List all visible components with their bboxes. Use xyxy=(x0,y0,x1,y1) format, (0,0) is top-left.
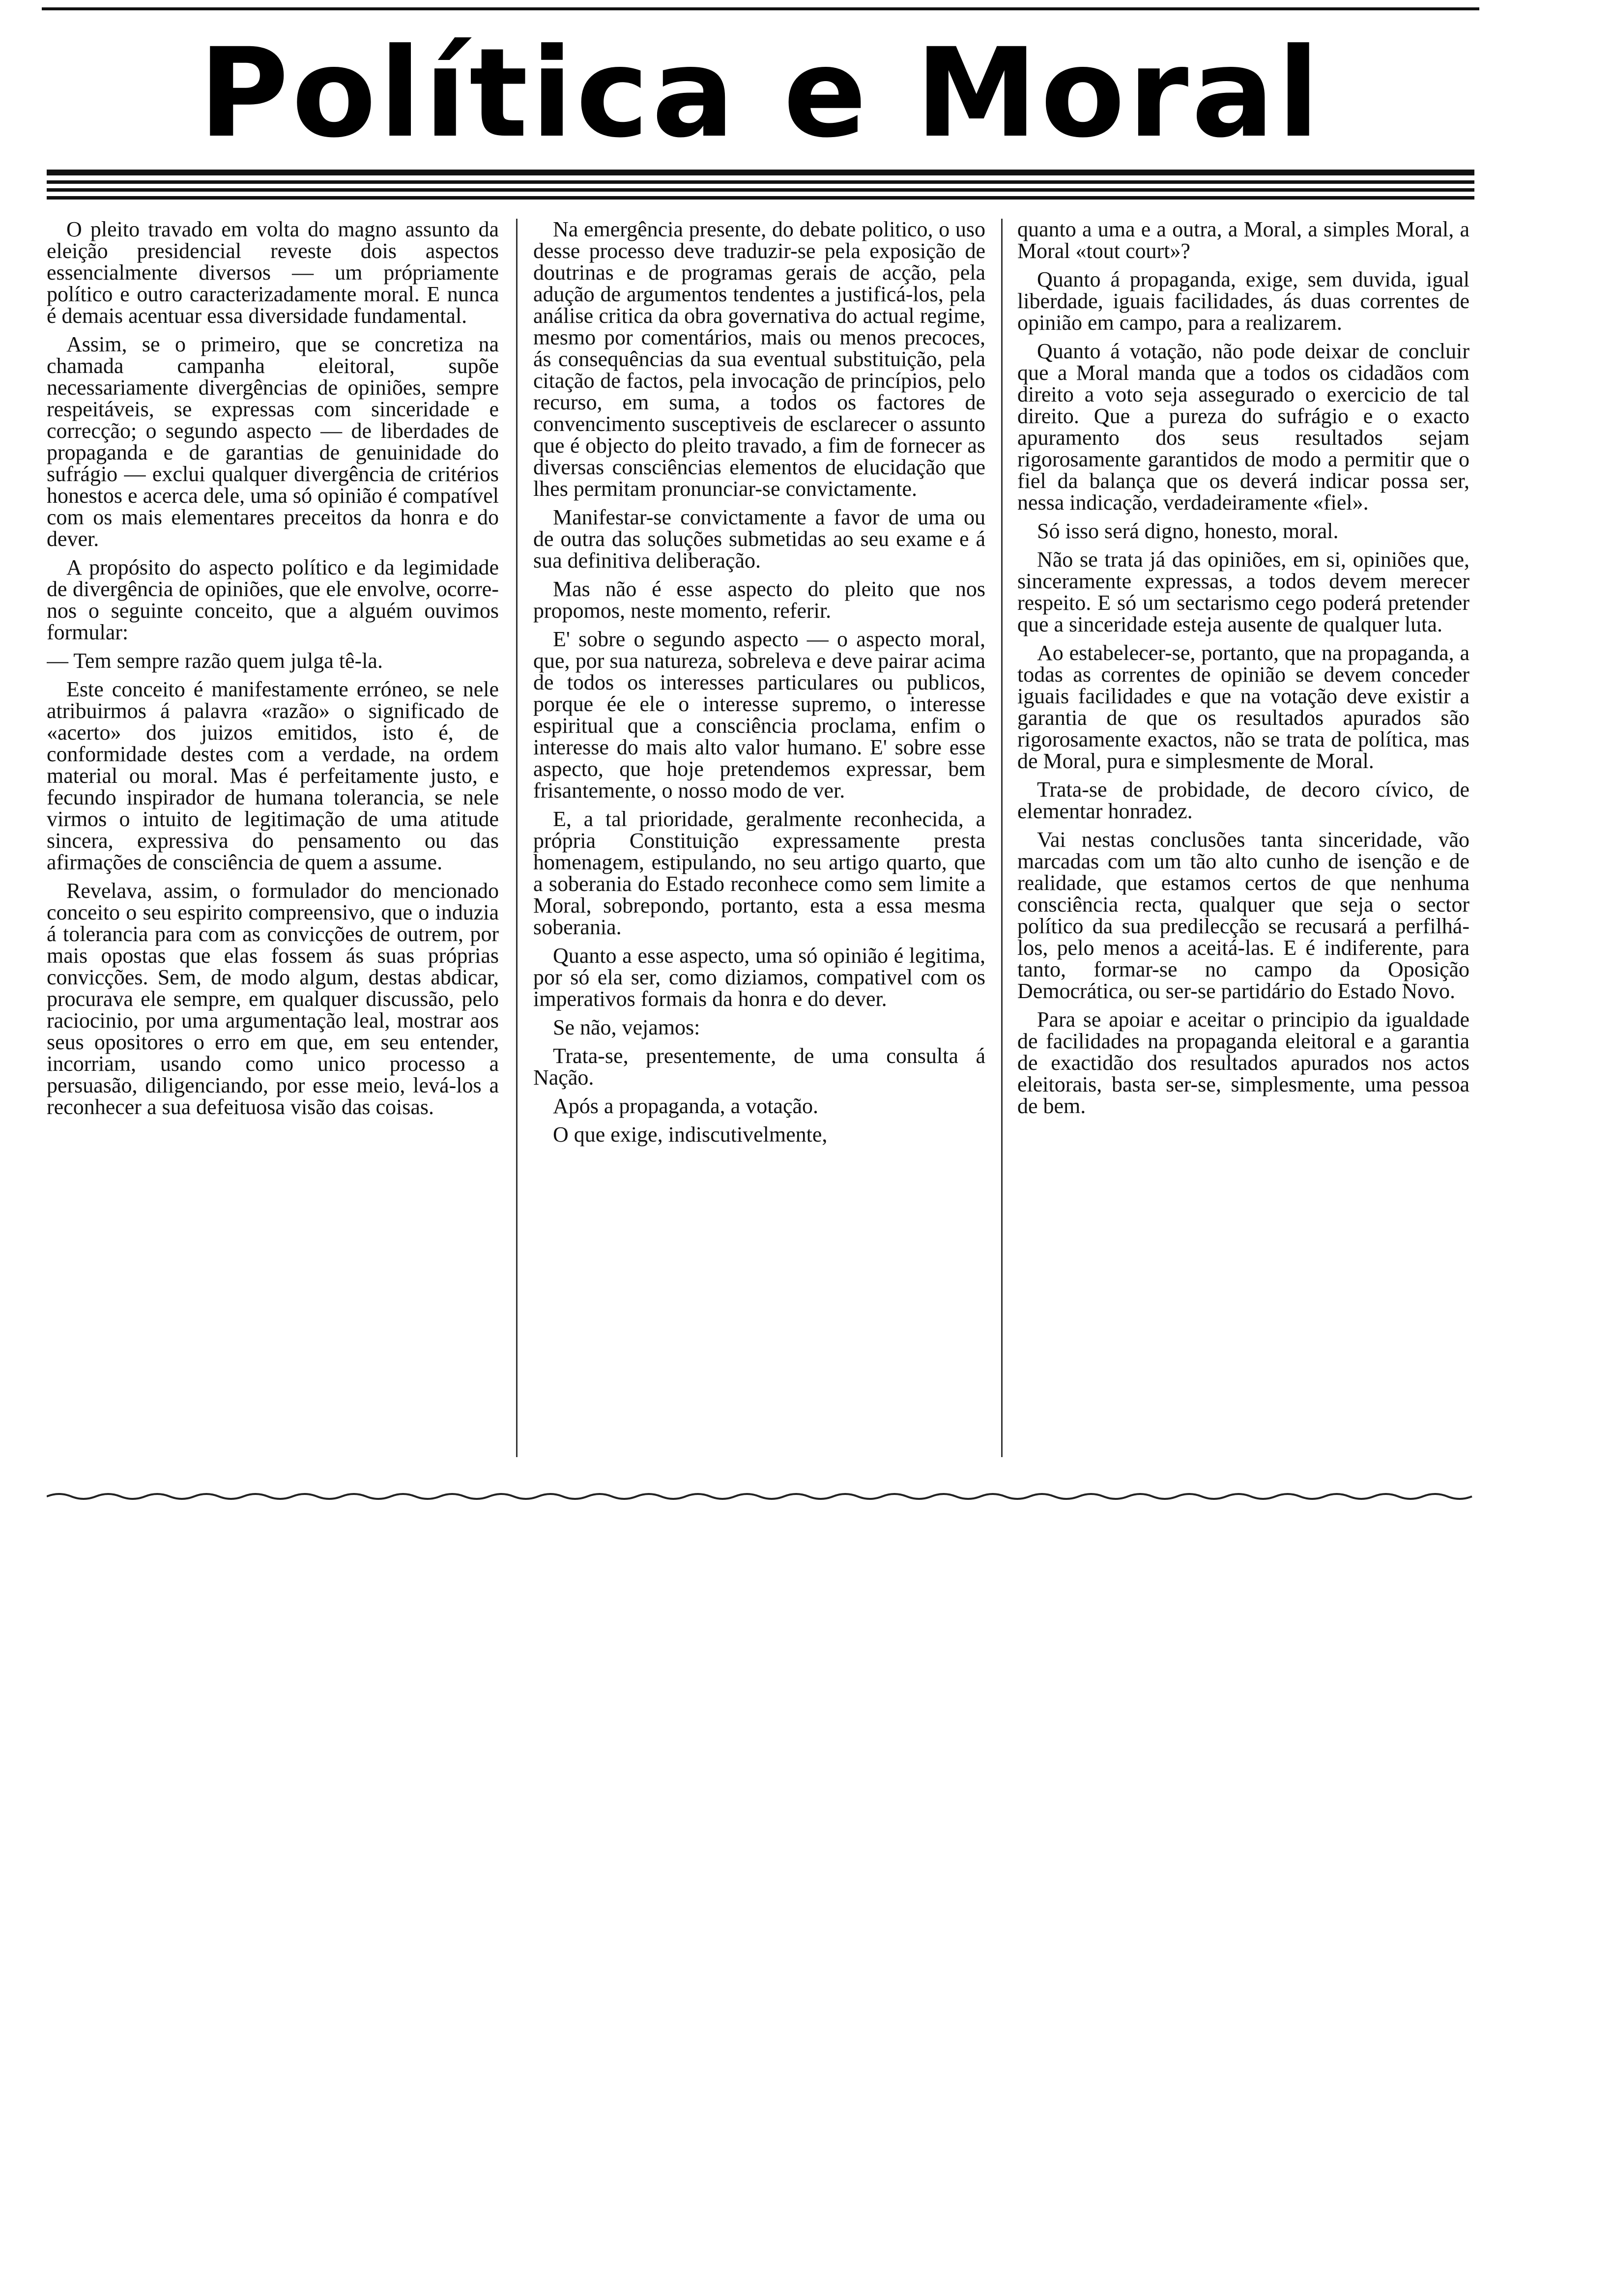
paragraph: Revelava, assim, o formulador do mencionado conceito o seu espirito compreensivo, que o induzia á tolerancia para com as convicções de outrem, por mais opostas que elas fossem ás suas próprias convicções. Sem, de modo algum, destas abdicar, procurava ele sempre, em qualquer discussão, pelo raciocinio, por uma argumentação leal, mostrar aos seus opositores o erro em que, em seu entender, incorriam, usando como unico processo a persuasão, diligenciando, por esse meio, levá-los a reconhecer a sua defeituosa visão das coisas. xyxy=(47,879,499,1119)
newspaper-clipping xyxy=(42,7,1479,1521)
paragraph: quanto a uma e a outra, a Moral, a simples Moral, a Moral «tout court»? xyxy=(1017,219,1469,263)
paragraph: Após a propaganda, a votação. xyxy=(553,1094,819,1118)
headline: Política e Moral xyxy=(199,22,1323,165)
paragraph: Ao estabelecer-se, portanto, que na propaganda, a todas as correntes de opinião se devem conceder iguais facilidades e que na votação deve existir a garantia de que os resultados apurados são rigorosamente exactos, não se trata de política, mas de Moral, pura e simplesmente de Moral. xyxy=(1017,641,1469,773)
column-divider xyxy=(1001,219,1003,1457)
headline-rule xyxy=(47,170,1474,175)
paragraph: O pleito travado em volta do magno assunto da eleição presidencial reveste dois aspectos essencialmente diversos — um própriamente político e outro caracterizadamente moral. E nunca é demais acentuar essa diversidade fundamental. xyxy=(47,219,499,328)
paragraph: A propósito do aspecto político e da legimidade de divergência de opiniões, que ele envolve, ocorre-nos o seguinte conceito, que a alguém ouvimos formular: xyxy=(47,555,499,644)
paragraph: Quanto a esse aspecto, uma só opinião é legitima, por só ela ser, como diziamos, compativel com os imperativos formais da honra e do dever. xyxy=(533,944,985,1011)
article-column-1 xyxy=(47,219,499,1477)
paragraph: Vai nestas conclusões tanta sinceridade, vão marcadas com um tão alto cunho de isenção e de realidade, que estamos certos de que nenhuma consciência recta, qualquer que seja o sector político da sua predilecção se recusará a perfilhá-los, pelo menos a aceitá-las. E é indiferente, para tanto, formar-se no campo da Oposição Democrática, ou ser-se partidário do Estado Novo. xyxy=(1017,828,1469,1003)
headline-rule xyxy=(47,188,1474,192)
paragraph: Trata-se de probidade, de decoro cívico, de elementar honradez. xyxy=(1017,777,1469,823)
headline-rule xyxy=(47,196,1474,200)
paragraph: — Tem sempre razão quem julga tê-la. xyxy=(47,649,383,673)
headline-rule xyxy=(47,180,1474,184)
paragraph: Quanto á votação, não pode deixar de concluir que a Moral manda que a todos os cidadãos com direito a voto seja assegurado o exercicio de tal direito. Que a pureza do sufrágio e o exacto apuramento dos seus resultados sejam rigorosamente garantidos de modo a permitir que o fiel da balança que os deverá indicar possa ser, nessa indicação, verdadeiramente «fiel». xyxy=(1017,339,1469,515)
paragraph: Este conceito é manifestamente erróneo, se nele atribuirmos á palavra «razão» o significado de «acerto» dos juizos emitidos, isto é, de conformidade destes com a verdade, na ordem material ou moral. Mas é perfeitamente justo, e fecundo inspirador de humana tolerancia, se nele virmos o intuito de legitimação de uma atitude sincera, expressiva do pensamento ou das afirmações de consciência de quem a assume. xyxy=(47,677,499,874)
paragraph: E, a tal prioridade, geralmente reconhecida, a própria Constituição expressamente presta homenagem, estipulando, no seu artigo quarto, que a soberania do Estado reconhece como sem limite a Moral, sobrepondo, portanto, esta a essa mesma soberania. xyxy=(533,807,985,939)
paragraph: Não se trata já das opiniões, em si, opiniões que, sinceramente expressas, a todos devem merecer respeito. E só um sectarismo cego poderá pretender que a sinceridade esteja ausente de qualquer luta. xyxy=(1017,547,1469,636)
paragraph: Para se apoiar e aceitar o principio da igualdade de facilidades na propaganda eleitoral e a garantia de exactidão dos resultados apurados nos actos eleitorais, basta ser-se, simplesmente, uma pessoa de bem. xyxy=(1017,1007,1469,1118)
paragraph: Assim, se o primeiro, que se concretiza na chamada campanha eleitoral, supõe necessariamente divergências de opiniões, sempre respeitáveis, se expressas com sinceridade e correcção; o segundo aspecto — de liberdades de propaganda e de garantias de genuinidade do sufrágio — exclui qualquer divergência de critérios honestos e acerca dele, uma só opinião é compatível com os mais elementares preceitos da honra e do dever. xyxy=(47,332,499,551)
paragraph: Manifestar-se convictamente a favor de uma ou de outra das soluções submetidas ao seu exame e á sua definitiva deliberação. xyxy=(533,505,985,573)
paragraph: Na emergência presente, do debate politico, o uso desse processo deve traduzir-se pela exposição de doutrinas e de programas gerais de acção, pela adução de argumentos tendentes a justificá-los, pela análise critica da obra governativa do actual regime, mesmo por comentários, mais ou menos precoces, ás consequências da sua eventual substituição, pela citação de factos, pela invocação de princípios, pelo recurso, em suma, a todos os factores de convencimento susceptiveis de esclarecer o assunto que é objecto do pleito travado, a fim de fornecer as diversas consciências elementos de elucidação que lhes permitam pronunciar-se convictamente. xyxy=(533,219,985,501)
paragraph: Só isso será digno, honesto, moral. xyxy=(1037,519,1339,543)
paragraph: Se não, vejamos: xyxy=(553,1015,700,1039)
paragraph: O que exige, indiscutivelmente, xyxy=(553,1122,828,1147)
paragraph: Trata-se, presentemente, de uma consulta á Nação. xyxy=(533,1044,985,1090)
article-column-3 xyxy=(1017,219,1469,1477)
paragraph: E' sobre o segundo aspecto — o aspecto moral, que, por sua natureza, sobreleva e deve pairar acima de todos os interesses particulares ou publicos, porque ée ele o interesse supremo, o interesse espiritual que a consciência proclama, enfim o interesse do mais alto valor humano. E' sobre esse aspecto, que hoje pretendemos expressar, bem frisantemente, o nosso modo de ver. xyxy=(533,627,985,803)
article-column-2 xyxy=(533,219,985,1477)
wavy-end-rule xyxy=(47,1492,1474,1501)
paragraph: Quanto á propaganda, exige, sem duvida, igual liberdade, iguais facilidades, ás duas correntes de opinião em campo, para a realizarem. xyxy=(1017,267,1469,335)
article-body xyxy=(47,219,1474,1477)
column-divider xyxy=(516,219,518,1457)
top-rule xyxy=(42,7,1479,10)
paragraph: Mas não é esse aspecto do pleito que nos propomos, neste momento, referir. xyxy=(533,577,985,623)
